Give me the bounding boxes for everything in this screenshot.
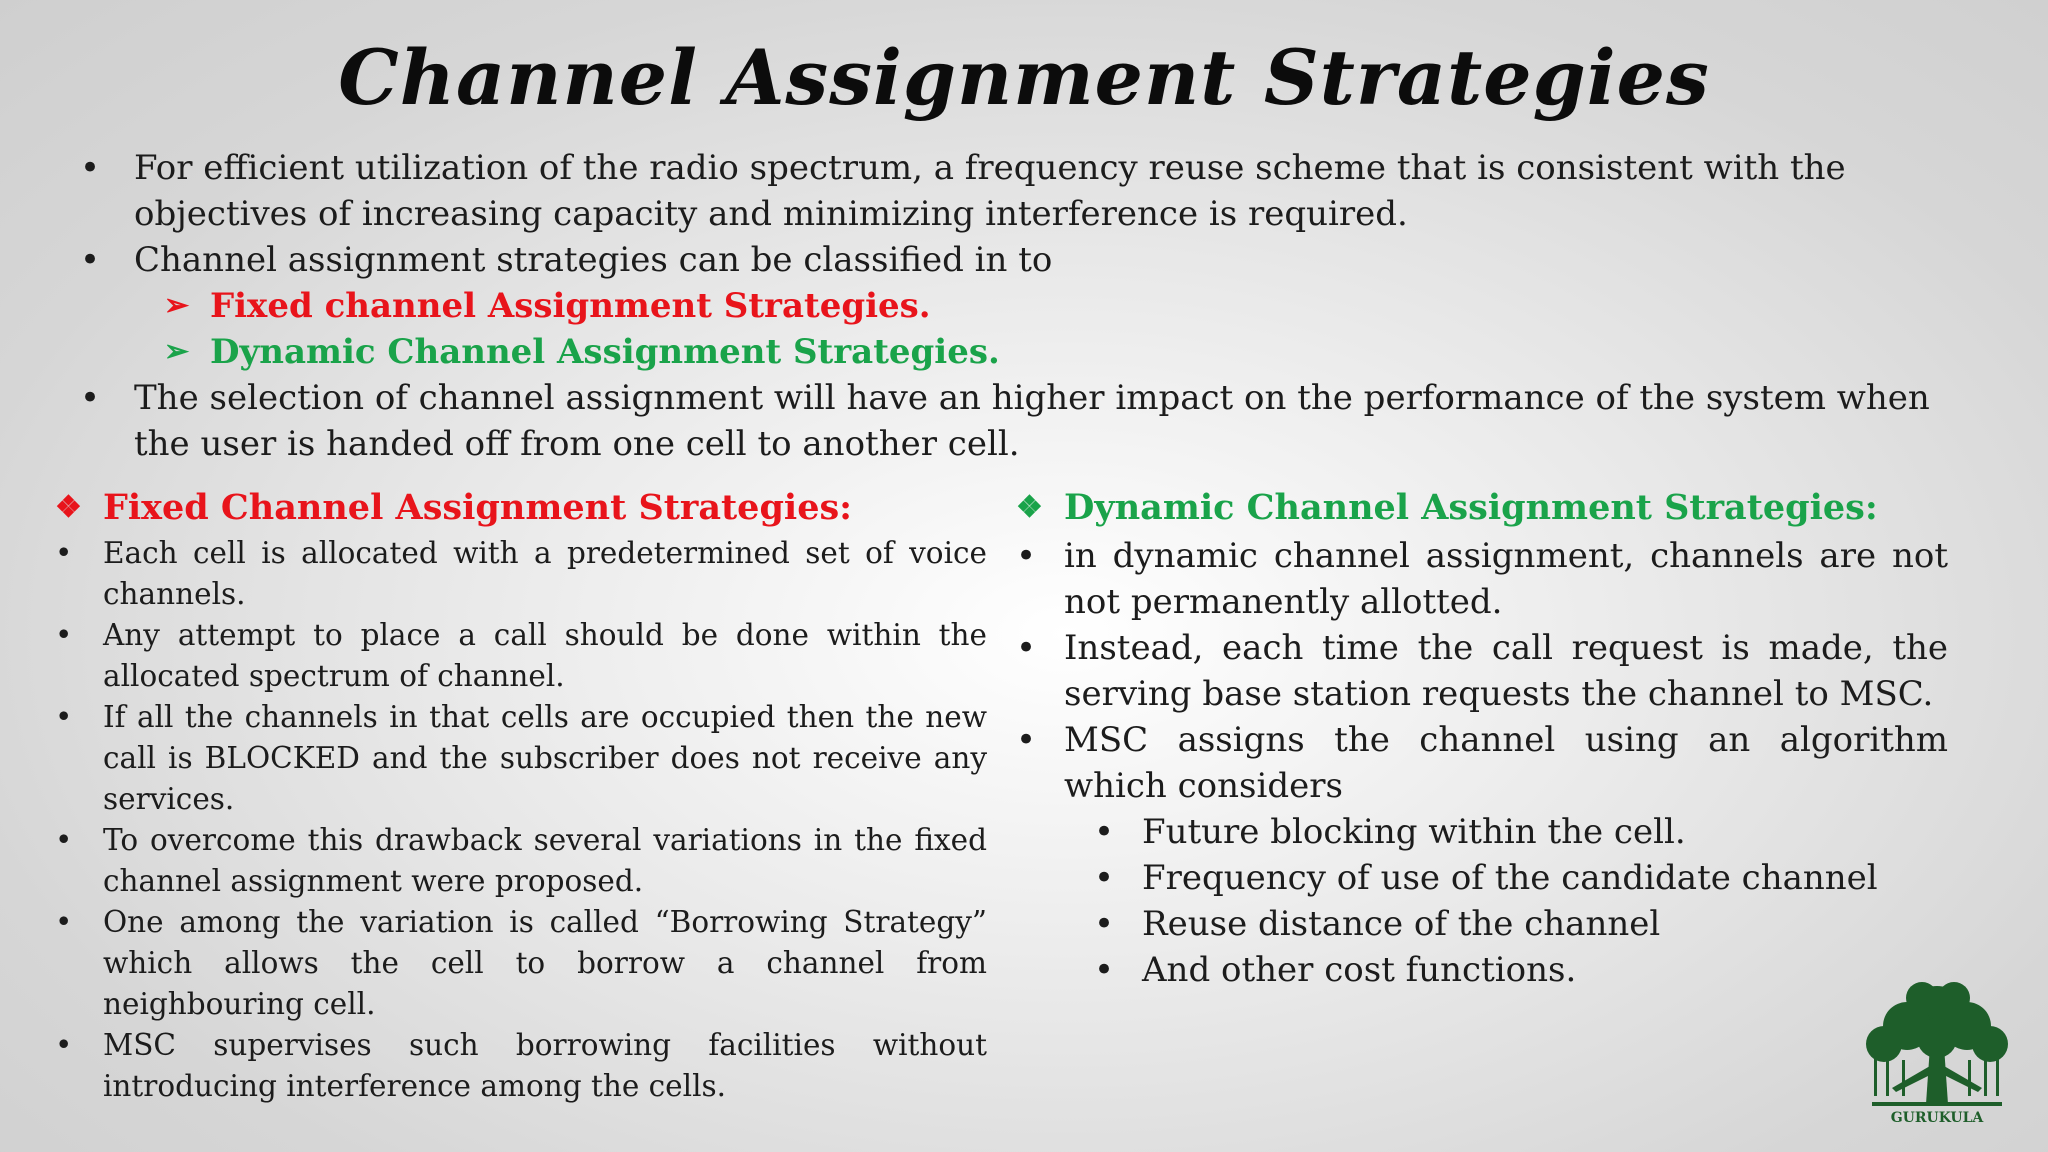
bullet-icon: • (1016, 720, 1037, 760)
intro-list (80, 145, 1980, 467)
fixed-item (55, 615, 987, 697)
bullet-icon: • (1094, 904, 1115, 944)
fixed-item-text: One among the variation is called “Borrowing Strategy” which allows the cell to borrow a channel from neighbouring cell. (103, 905, 987, 1021)
bullet-icon: • (55, 823, 73, 857)
intro-bullet (80, 237, 1980, 283)
bullet-icon: • (55, 1028, 73, 1062)
dynamic-heading (1016, 483, 1948, 533)
diamond-icon: ❖ (55, 490, 82, 525)
intro-bullet (80, 375, 1980, 467)
fixed-item (55, 697, 987, 820)
gurukula-logo (1862, 976, 2012, 1126)
class-label: Fixed channel Assignment Strategies. (210, 286, 931, 326)
bullet-icon: • (80, 378, 101, 418)
dynamic-subitem-text: And other cost functions. (1142, 950, 1577, 990)
logo-text: GURUKULA (1890, 1110, 1984, 1126)
class-item-dynamic (80, 329, 1980, 375)
bullet-icon: • (55, 905, 73, 939)
slide-title: Channel Assignment Strategies (338, 33, 1710, 122)
fixed-item (55, 902, 987, 1025)
dynamic-item-text: in dynamic channel assignment, channels are not not permanently allotted. (1064, 536, 1948, 622)
bullet-icon: • (1094, 858, 1115, 898)
tree-icon (1862, 976, 2012, 1126)
fixed-item-text: Any attempt to place a call should be done within the allocated spectrum of channel. (103, 618, 987, 693)
arrow-icon: ➢ (164, 334, 190, 369)
bullet-icon: • (80, 240, 101, 280)
bullet-icon: • (55, 700, 73, 734)
class-label: Dynamic Channel Assignment Strategies. (210, 332, 1000, 372)
dynamic-item-text: Instead, each time the call request is made, the serving base station requests the channel to MSC. (1064, 628, 1948, 714)
fixed-item (55, 1025, 987, 1107)
diamond-icon: ❖ (1016, 490, 1043, 525)
dynamic-subitem-text: Future blocking within the cell. (1142, 812, 1686, 852)
dynamic-subitem-text: Frequency of use of the candidate channel (1142, 858, 1878, 898)
dynamic-subitem (1016, 901, 1948, 947)
fixed-item-text: Each cell is allocated with a predetermined set of voice channels. (103, 536, 987, 611)
dynamic-subitem (1016, 855, 1948, 901)
intro-bullet-text: For efficient utilization of the radio spectrum, a frequency reuse scheme that is consistent with the objectives of increasing capacity and minimizing interference is required. (134, 148, 1846, 234)
fixed-item-text: To overcome this drawback several variations in the fixed channel assignment were proposed. (103, 823, 987, 898)
fixed-column (55, 483, 987, 1107)
arrow-icon: ➢ (164, 288, 190, 323)
fixed-heading (55, 483, 987, 533)
dynamic-subitem (1016, 947, 1948, 993)
fixed-item-text: MSC supervises such borrowing facilities without introducing interference among the cells. (103, 1028, 987, 1103)
dynamic-item (1016, 717, 1948, 809)
dynamic-item (1016, 625, 1948, 717)
fixed-item-text: If all the channels in that cells are occupied then the new call is BLOCKED and the subscriber does not receive any services. (103, 700, 987, 816)
dynamic-item-text: MSC assigns the channel using an algorithm which considers (1064, 720, 1948, 806)
fixed-heading-text: Fixed Channel Assignment Strategies: (103, 487, 853, 528)
bullet-icon: • (1094, 812, 1115, 852)
dynamic-column (1016, 483, 1948, 993)
bullet-icon: • (55, 618, 73, 652)
intro-bullet (80, 145, 1980, 237)
class-item-fixed (80, 283, 1980, 329)
bullet-icon: • (1016, 628, 1037, 668)
intro-bullet-text: The selection of channel assignment will have an higher impact on the performance of the system when the user is handed off from one cell to another cell. (134, 378, 1930, 464)
dynamic-subitem (1016, 809, 1948, 855)
bullet-icon: • (1016, 536, 1037, 576)
fixed-item (55, 820, 987, 902)
fixed-item (55, 533, 987, 615)
intro-bullet-text: Channel assignment strategies can be classified in to (134, 240, 1053, 280)
dynamic-subitem-text: Reuse distance of the channel (1142, 904, 1661, 944)
dynamic-item (1016, 533, 1948, 625)
bullet-icon: • (1094, 950, 1115, 990)
dynamic-heading-text: Dynamic Channel Assignment Strategies: (1064, 487, 1878, 528)
bullet-icon: • (55, 536, 73, 570)
bullet-icon: • (80, 148, 101, 188)
